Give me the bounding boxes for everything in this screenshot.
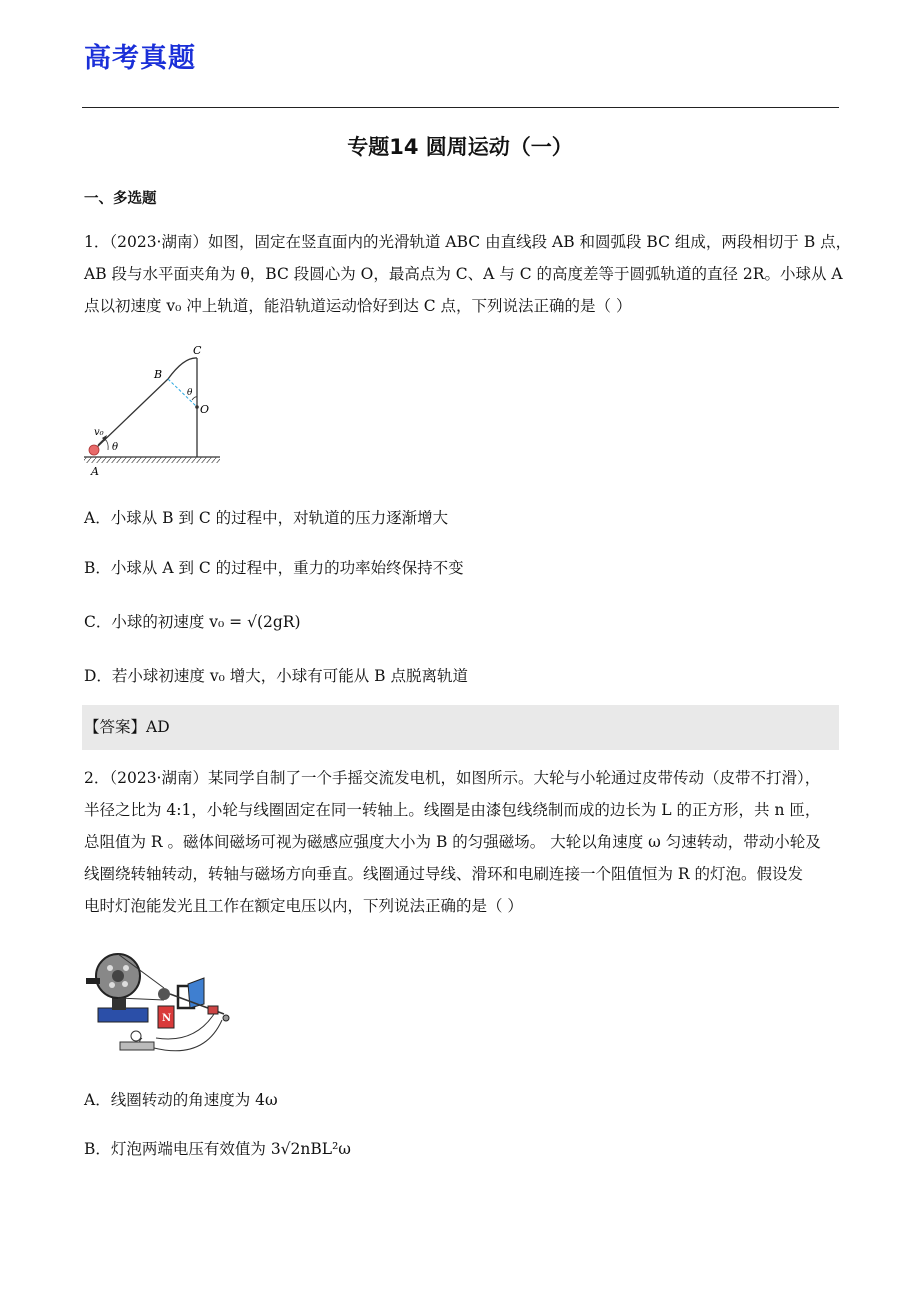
wheel-hole xyxy=(122,981,128,987)
section-heading: 一、多选题 xyxy=(84,191,157,207)
arc-bc xyxy=(168,358,197,379)
magnet-n-label: N xyxy=(162,1013,172,1024)
question-2-text xyxy=(84,762,844,922)
page-title: 专题14 圆周运动（一） xyxy=(347,135,573,159)
question-2-line: 电时灯泡能发光且工作在额定电压以内，下列说法正确的是（ ） xyxy=(84,897,523,915)
q2-option-b[interactable]: B．灯泡两端电压有效值为 3√2nBL²ω xyxy=(84,1140,351,1158)
label-c: C xyxy=(193,345,202,357)
wheel-hub xyxy=(112,970,124,982)
label-theta-o: θ xyxy=(187,388,193,398)
label-o: O xyxy=(200,403,210,416)
header-divider xyxy=(82,107,839,108)
question-2-line: 线圈绕转轴转动，转轴与磁场方向垂直。线圈通过导线、滑环和电刷连接一个阻值恒为 R 的灯泡。假设发 xyxy=(84,865,804,883)
q1-answer-text: 【答案】AD xyxy=(84,718,170,736)
label-theta-a: θ xyxy=(112,442,119,453)
theta-arc-a xyxy=(105,439,108,450)
slip-ring xyxy=(208,1006,218,1014)
generator-diagram xyxy=(84,948,244,1063)
q1-answer xyxy=(82,705,839,750)
track-diagram xyxy=(80,345,230,480)
wheel-hole xyxy=(109,982,115,988)
wheel-hole xyxy=(123,965,129,971)
lamp-bulb xyxy=(131,1031,141,1041)
question-2-line: 半径之比为 4:1，小轮与线圈固定在同一转轴上。线圈是由漆包线绕制而成的边长为 L 的正方形，共 n 匝， xyxy=(84,801,821,819)
wheel-hole xyxy=(107,965,113,971)
center-o xyxy=(195,405,199,409)
radius-dashed xyxy=(168,379,197,407)
question-1-text xyxy=(84,226,852,322)
ground-hatch xyxy=(84,457,220,463)
q1-option-b[interactable]: B．小球从 A 到 C 的过程中，重力的功率始终保持不变 xyxy=(84,559,464,577)
q1-option-a[interactable]: A．小球从 B 到 C 的过程中，对轨道的压力逐渐增大 xyxy=(84,509,449,527)
question-1-line: 1．（2023·湖南）如图，固定在竖直面内的光滑轨道 ABC 由直线段 AB 和圆弧段 BC 组成，两段相切于 B 点， xyxy=(84,233,852,251)
lamp-base xyxy=(120,1042,154,1050)
q2-option-a[interactable]: A．线圈转动的角速度为 4ω xyxy=(84,1091,278,1109)
label-v0: v₀ xyxy=(94,427,104,438)
q1-option-d[interactable]: D．若小球初速度 v₀ 增大，小球有可能从 B 点脱离轨道 xyxy=(84,667,468,685)
label-a: A xyxy=(91,465,99,478)
brand-title: 高考真题 xyxy=(84,43,196,74)
label-b: B xyxy=(154,368,163,381)
theta-arc-o xyxy=(192,397,197,400)
brush xyxy=(223,1015,229,1021)
q1-option-c[interactable]: C．小球的初速度 v₀ = √(2gR) xyxy=(84,613,301,631)
ball xyxy=(89,445,99,455)
crank-handle xyxy=(86,978,100,984)
question-1-line: 点以初速度 v₀ 冲上轨道，能沿轨道运动恰好到达 C 点，下列说法正确的是（ ） xyxy=(84,297,632,315)
generator-base xyxy=(98,1008,148,1022)
question-1-line: AB 段与水平面夹角为 θ，BC 段圆心为 O，最高点为 C、A 与 C 的高度差等于圆弧轨道的直径 2R。小球从 A xyxy=(84,265,843,283)
question-2-line: 总阻值为 R 。磁体间磁场可视为磁感应强度大小为 B 的匀强磁场。 大轮以角速度 ω 匀速转动，带动小轮及 xyxy=(84,833,821,851)
small-wheel xyxy=(158,988,170,1000)
question-2-line: 2．（2023·湖南）某同学自制了一个手摇交流发电机，如图所示。大轮与小轮通过皮带传动（皮带不打滑）， xyxy=(84,769,821,787)
